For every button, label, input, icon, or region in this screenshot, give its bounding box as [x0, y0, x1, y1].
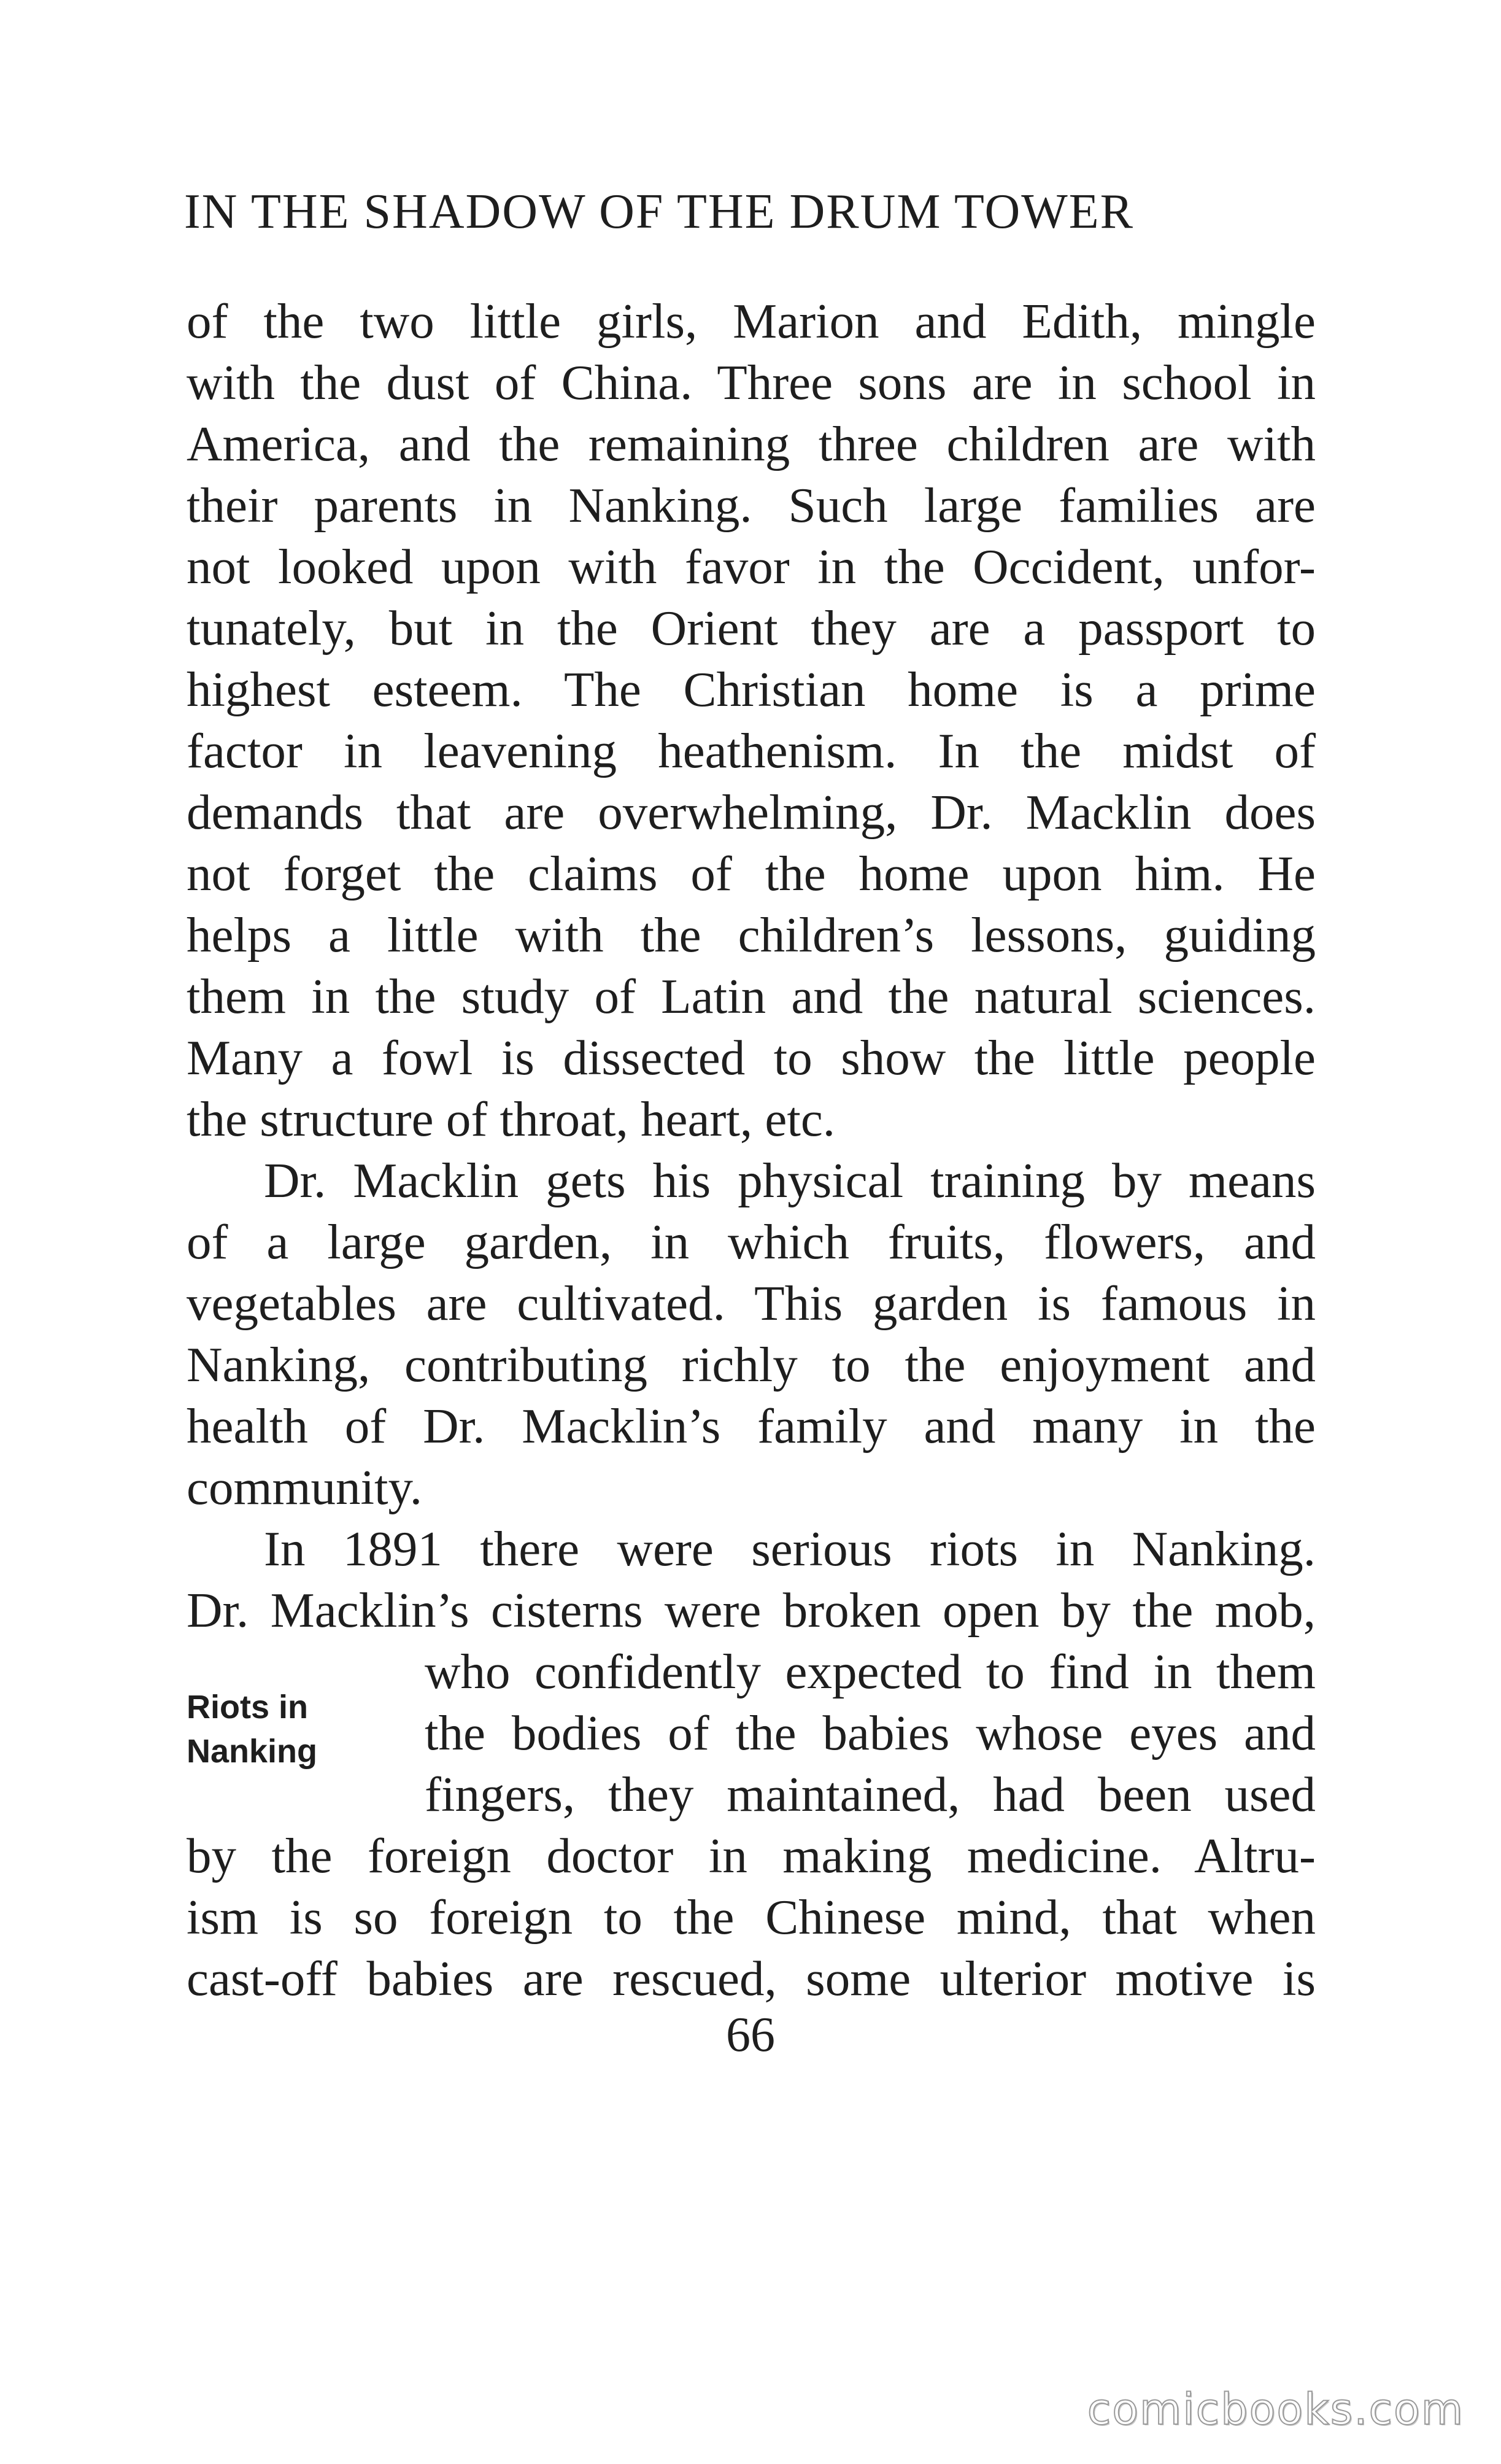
text-line: the structure of throat, heart, etc. [187, 1091, 836, 1147]
text-line: In 1891 there were serious riots in Nanking. [264, 1521, 1316, 1576]
text-line: Dr. Macklin gets his physical training by means [264, 1153, 1316, 1208]
text-line: America, and the remaining three children are with [187, 416, 1316, 471]
text-line: health of Dr. Macklin’s family and many in the [187, 1398, 1316, 1454]
text-line: not looked upon with favor in the Occident, unfor- [187, 539, 1316, 594]
text-line: Many a fowl is dissected to show the little people [187, 1030, 1316, 1085]
text-line: highest esteem. The Christian home is a prime [187, 662, 1316, 717]
text-line: factor in leavening heathenism. In the midst of [187, 723, 1316, 778]
text-line: Nanking, contributing richly to the enjoyment and [187, 1337, 1316, 1392]
text-line: cast-off babies are rescued, some ulterior motive is [187, 1951, 1316, 2006]
text-line: by the foreign doctor in making medicine. Altru- [187, 1828, 1316, 1883]
margin-note-line: Riots in [187, 1689, 308, 1726]
margin-note [187, 1685, 317, 1773]
running-head: IN THE SHADOW OF THE DRUM TOWER [184, 185, 1134, 239]
margin-note-line: Nanking [187, 1733, 318, 1770]
text-line: fingers, they maintained, had been used [425, 1767, 1316, 1822]
text-line: community. [187, 1460, 422, 1515]
page-number: 66 [726, 2008, 775, 2062]
text-line: the bodies of the babies whose eyes and [425, 1705, 1316, 1761]
text-line: of a large garden, in which fruits, flowers, and [187, 1214, 1316, 1269]
text-line: Dr. Macklin’s cisterns were broken open by the mob, [187, 1583, 1316, 1638]
text-line: helps a little with the children’s lessons, guiding [187, 907, 1316, 963]
text-line: demands that are overwhelming, Dr. Macklin does [187, 785, 1316, 840]
text-line: not forget the claims of the home upon him. He [187, 846, 1316, 901]
text-line: of the two little girls, Marion and Edith, mingle [187, 293, 1316, 349]
text-line: ism is so foreign to the Chinese mind, that when [187, 1889, 1316, 1945]
text-line: who confidently expected to find in them [425, 1644, 1316, 1699]
text-line: vegetables are cultivated. This garden is famous in [187, 1276, 1316, 1331]
text-line: their parents in Nanking. Such large families are [187, 478, 1316, 533]
watermark: comicbooks.com [1087, 2384, 1464, 2435]
text-line: tunately, but in the Orient they are a passport to [187, 600, 1316, 656]
text-line: them in the study of Latin and the natural sciences. [187, 969, 1316, 1024]
text-line: with the dust of China. Three sons are in school in [187, 355, 1316, 410]
